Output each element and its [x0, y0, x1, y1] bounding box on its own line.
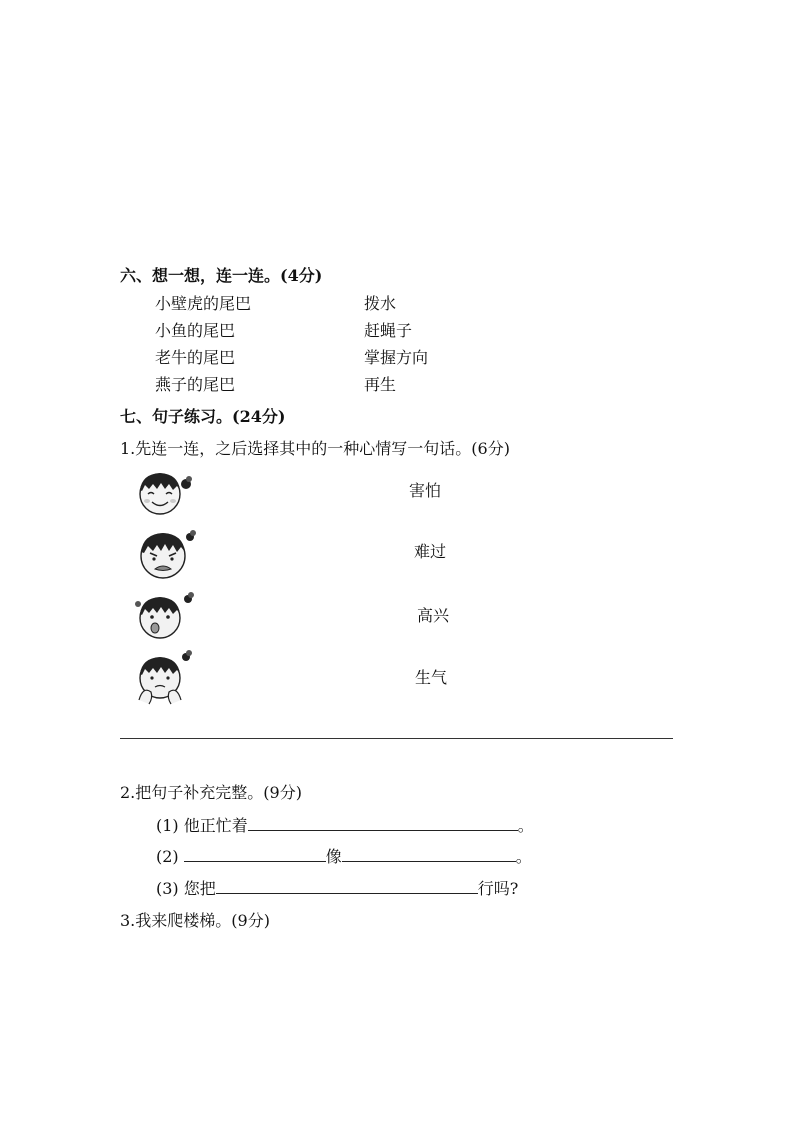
q3-prompt: 3.我来爬楼梯。(9分) — [120, 911, 270, 930]
sentence-end: 。 — [515, 847, 532, 866]
emotion-label: 难过 — [414, 542, 447, 561]
fill-blank[interactable] — [342, 847, 516, 862]
match-right-item: 再生 — [364, 375, 397, 394]
emotion-label: 生气 — [415, 668, 448, 687]
answer-line[interactable] — [120, 738, 673, 739]
sentence-text: 他正忙着 — [183, 816, 248, 835]
match-right-item: 掌握方向 — [364, 348, 429, 367]
emotion-label: 高兴 — [417, 606, 450, 625]
q1-prompt: 1.先连一连，之后选择其中的一种心情写一句话。(6分) — [120, 439, 510, 458]
q2-prompt: 2.把句子补充完整。(9分) — [120, 783, 302, 802]
match-left-item: 老牛的尾巴 — [155, 348, 236, 367]
match-right-item: 拨水 — [364, 294, 397, 313]
section7-title: 七、句子练习。(24分) — [120, 407, 286, 426]
sentence-end: 行吗? — [477, 879, 519, 898]
sentence-1 — [156, 816, 534, 836]
sentence-3 — [156, 879, 518, 899]
sentence-text: 像 — [325, 847, 342, 866]
section6-title: 六、想一想，连一连。(4分) — [120, 266, 323, 285]
emotion-label: 害怕 — [409, 481, 442, 500]
match-left-item: 小壁虎的尾巴 — [155, 294, 252, 313]
sentence-number: (3) — [156, 879, 179, 898]
sentence-2 — [156, 847, 532, 867]
smiling-girl-face-icon — [133, 466, 195, 518]
fill-blank[interactable] — [184, 847, 326, 862]
match-left-item: 燕子的尾巴 — [155, 375, 236, 394]
fill-blank[interactable] — [216, 879, 478, 894]
sentence-text: 您把 — [183, 879, 216, 898]
sentence-end: 。 — [517, 816, 534, 835]
scared-girl-face-icon — [133, 650, 195, 708]
match-left-item: 小鱼的尾巴 — [155, 321, 236, 340]
sentence-number: (1) — [156, 816, 179, 835]
fill-blank[interactable] — [248, 816, 518, 831]
angry-girl-face-icon — [133, 527, 199, 581]
surprised-girl-face-icon — [133, 590, 195, 642]
sentence-number: (2) — [156, 847, 179, 866]
match-right-item: 赶蝇子 — [364, 321, 413, 340]
